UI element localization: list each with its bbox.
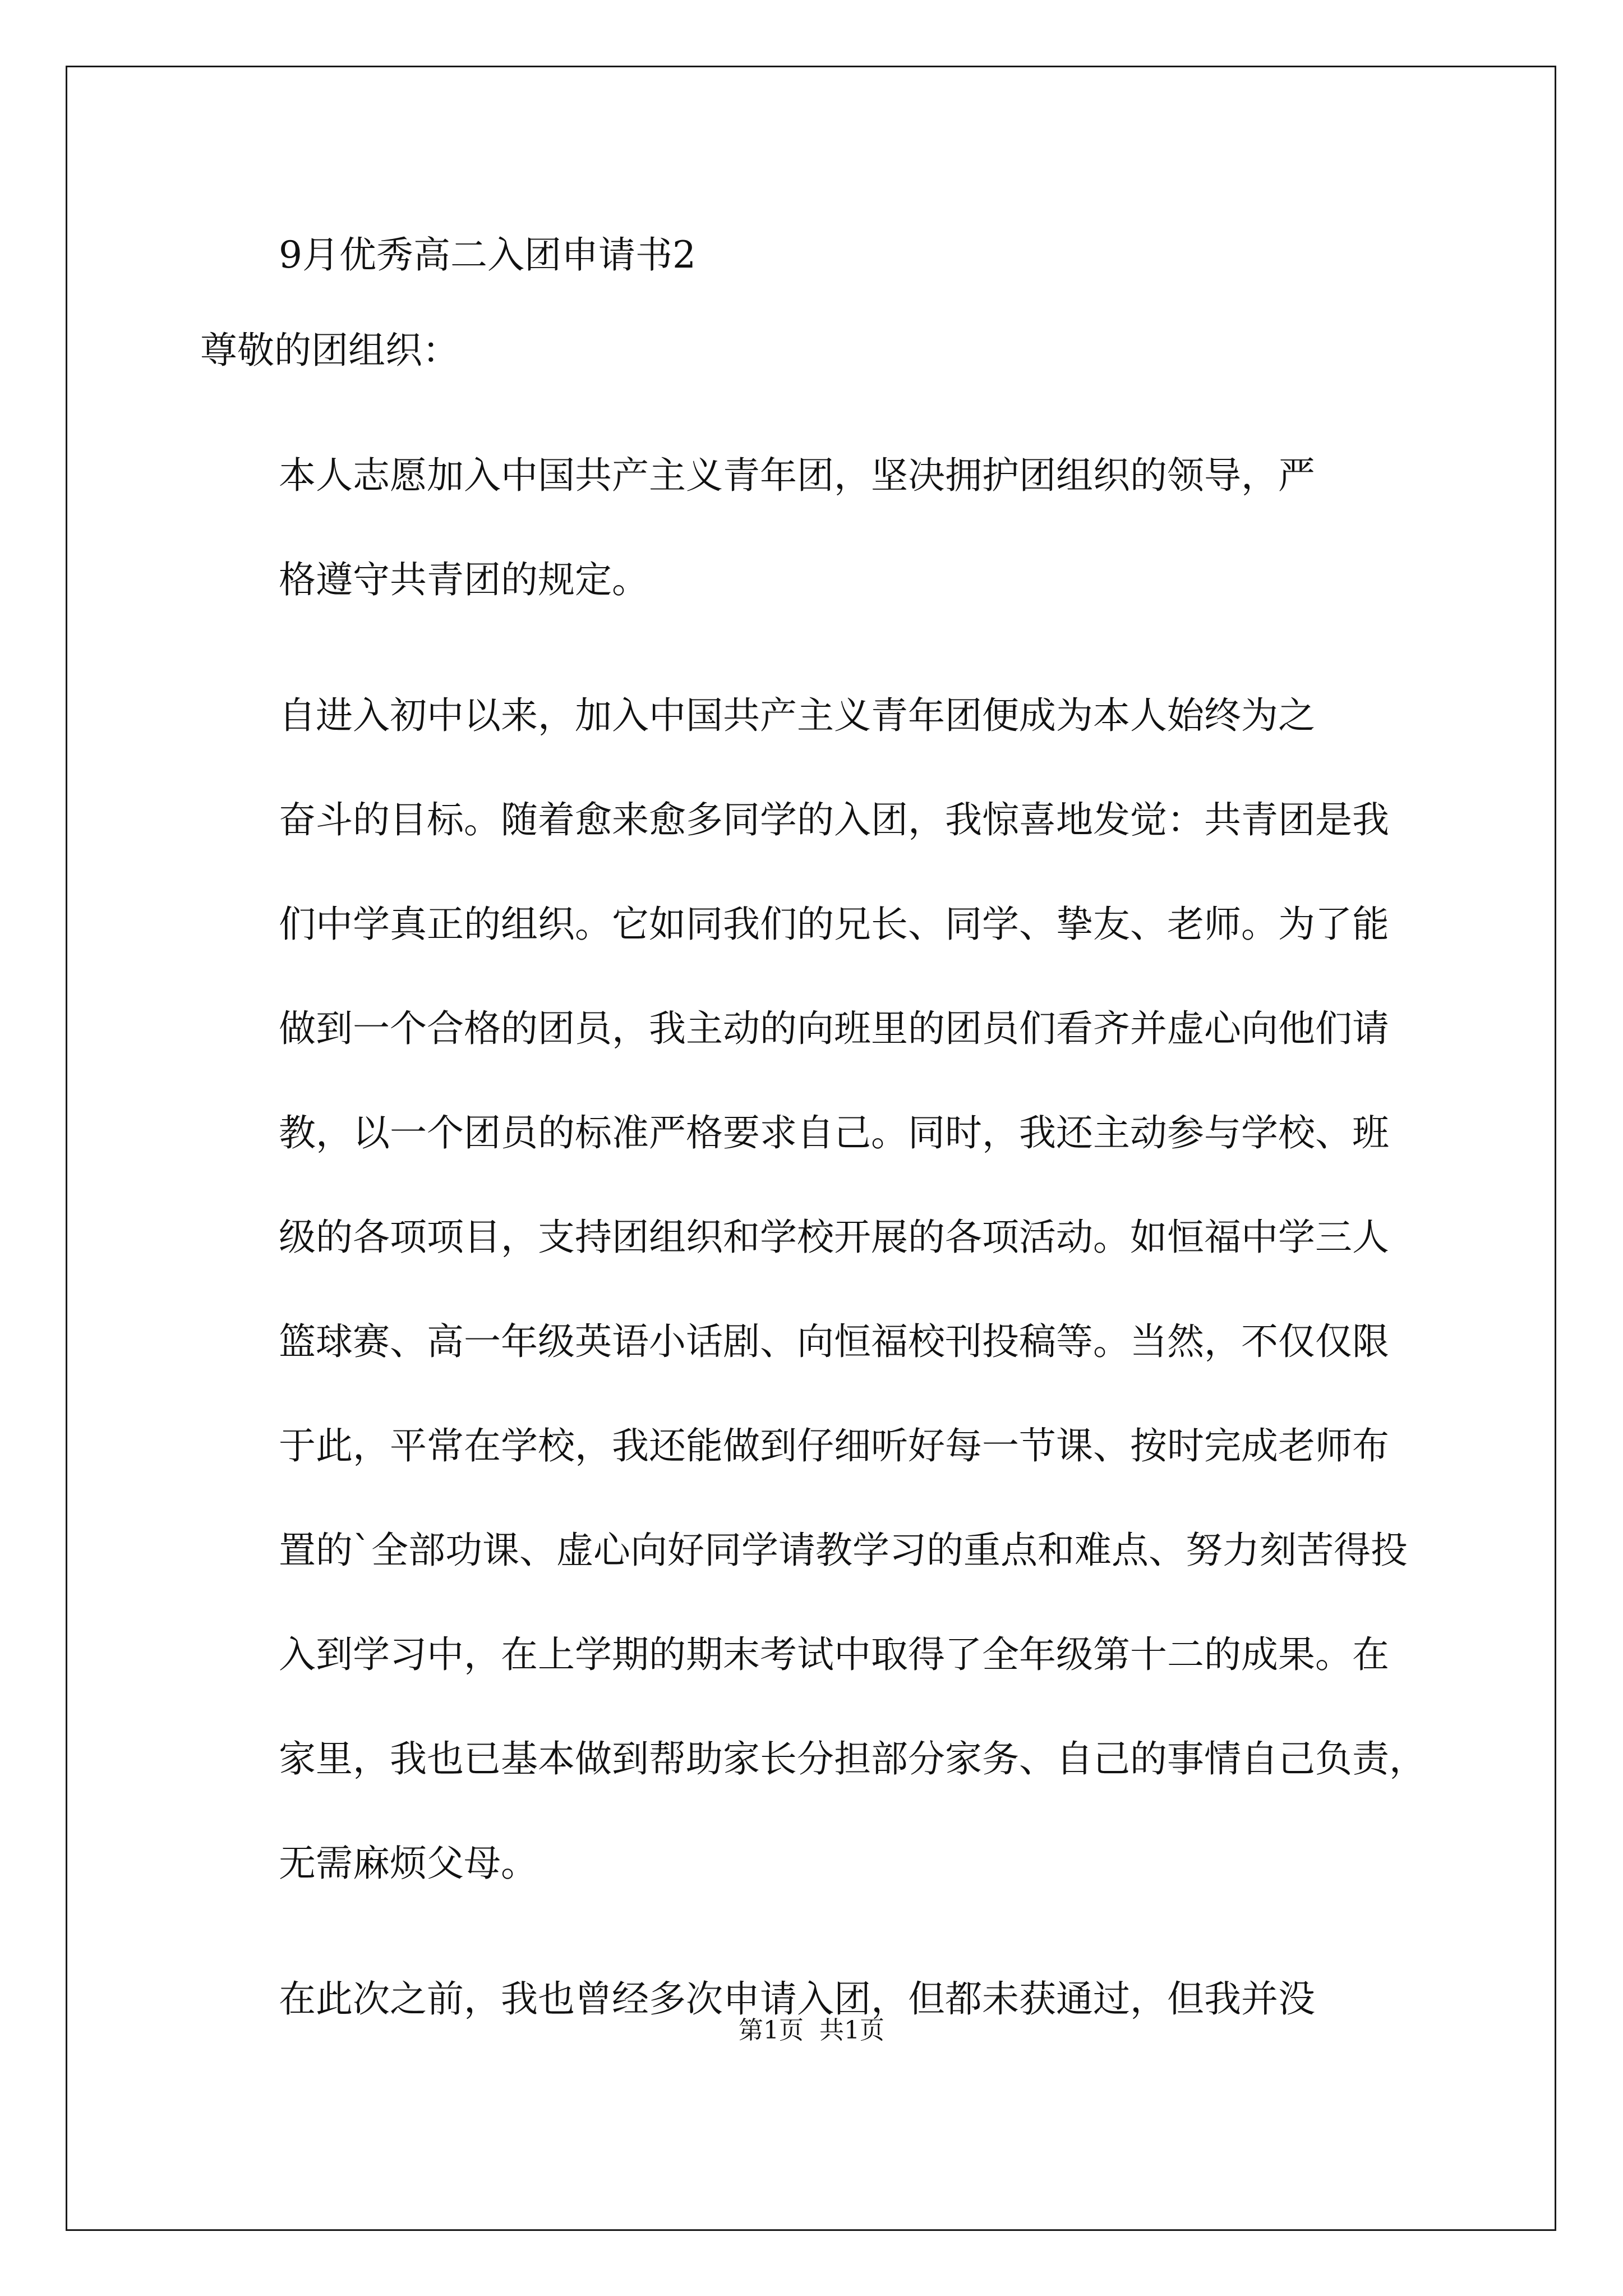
paragraph-line: 格遵守共青团的规定。 <box>279 558 649 601</box>
paragraph-2 <box>200 664 1434 1916</box>
paragraph-line: 家里，我也已基本做到帮助家长分担部分家务、自己的事情自己负责， <box>279 1737 1426 1780</box>
paragraph-line: 在此次之前，我也曾经多次申请入团，但都未获通过，但我并没 <box>279 1977 1315 2021</box>
document-title: 9月优秀高二入团申请书2 <box>279 233 696 277</box>
paragraph-line: 奋斗的目标。随着愈来愈多同学的入团，我惊喜地发觉：共青团是我 <box>279 798 1389 841</box>
paragraph-line: 本人志愿加入中国共产主义青年团，坚决拥护团组织的领导，严 <box>279 454 1315 497</box>
salutation: 尊敬的团组织： <box>200 329 459 372</box>
document-body <box>200 222 1434 2083</box>
paragraph-line: 入到学习中，在上学期的期末考试中取得了全年级第十二的成果。在 <box>279 1633 1389 1676</box>
paragraph-1 <box>200 424 1434 632</box>
paragraph-line: 自进入初中以来，加入中国共产主义青年团便成为本人始终为之 <box>279 694 1315 737</box>
paragraph-line: 于此，平常在学校，我还能做到仔细听好每一节课、按时完成老师布 <box>279 1424 1389 1467</box>
paragraph-line: 无需麻烦父母。 <box>279 1842 538 1885</box>
paragraph-line: 们中学真正的组织。它如同我们的兄长、同学、挚友、老师。为了能 <box>279 903 1389 946</box>
page-number: 第1页 共1页 <box>739 2016 884 2045</box>
paragraph-line: 教，以一个团员的标准严格要求自己。同时，我还主动参与学校、班 <box>279 1111 1389 1154</box>
paragraph-line: 置的`全部功课、虚心向好同学请教学习的重点和难点、努力刻苦得投 <box>279 1529 1408 1572</box>
paragraph-line: 级的各项项目，支持团组织和学校开展的各项活动。如恒福中学三人 <box>279 1216 1389 1259</box>
paragraph-line: 做到一个合格的团员，我主动的向班里的团员们看齐并虚心向他们请 <box>279 1007 1389 1050</box>
paragraph-line: 篮球赛、高一年级英语小话剧、向恒福校刊投稿等。当然，不仅仅限 <box>279 1320 1389 1363</box>
